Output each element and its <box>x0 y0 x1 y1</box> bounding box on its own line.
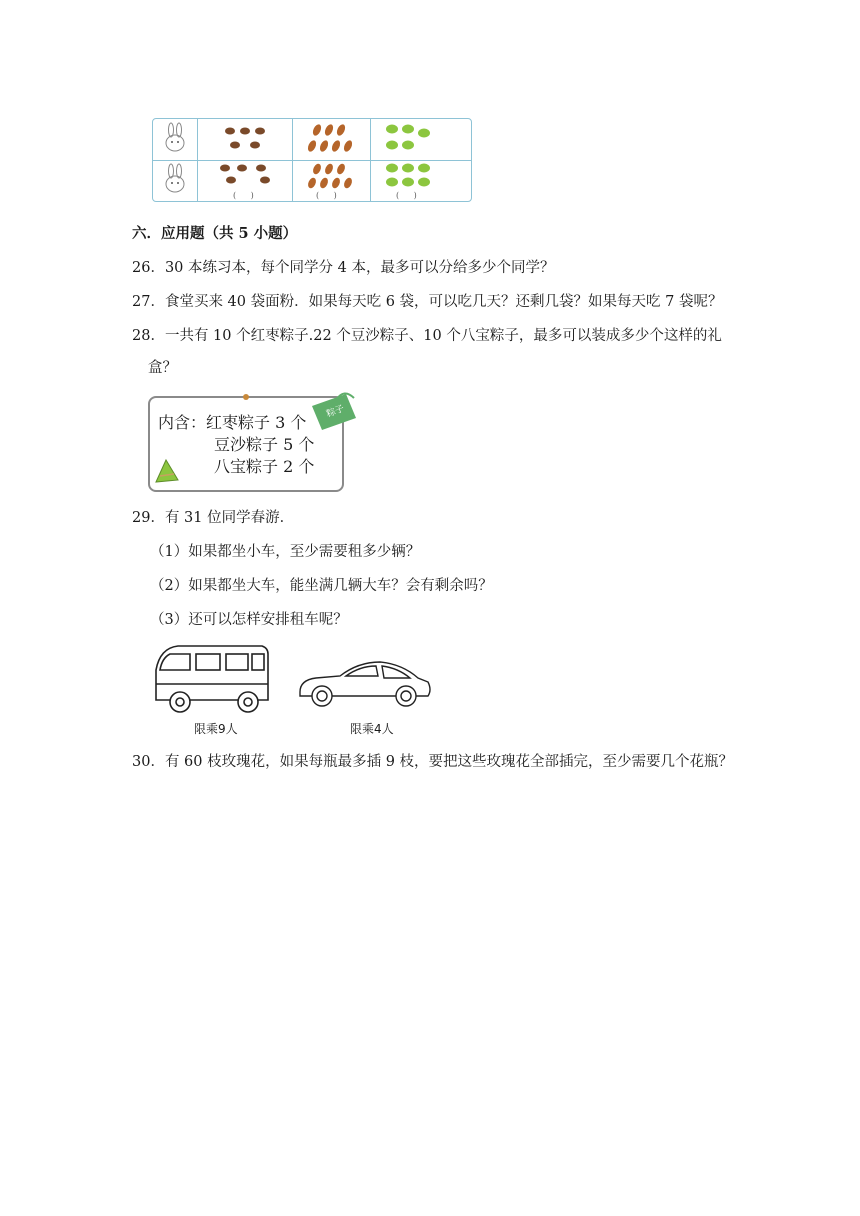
answer-blank: ( ) <box>316 191 343 200</box>
question-29-part-1: （1）如果都坐小车，至少需要租多少辆？ <box>150 544 421 560</box>
beans-group-icon <box>197 119 292 159</box>
rabbit-icon <box>153 119 197 159</box>
question-30: 30．有 60 枝玫瑰花，如果每瓶最多插 9 枝，要把这些玫瑰花全部插完，至少需要几个花瓶？ <box>132 754 734 770</box>
gift-line-2: 豆沙粽子 5 个 <box>214 435 315 454</box>
question-29: 29．有 31 位同学春游． <box>132 510 295 526</box>
beans-cell <box>197 119 293 160</box>
beans-cell <box>197 160 293 201</box>
bowls-cell <box>370 119 471 160</box>
zongzi-tag <box>306 388 362 432</box>
bowls-group-icon <box>370 119 471 159</box>
van-capacity-label: 限乘9人 <box>194 722 238 736</box>
gift-line-3: 八宝粽子 2 个 <box>214 457 315 476</box>
question-28-cont: 盒？ <box>148 360 177 376</box>
question-28: 28．一共有 10 个红枣粽子.22 个豆沙粽子、10 个八宝粽子，最多可以装成多少个这样的礼 <box>132 328 722 344</box>
question-26: 26．30 本练习本，每个同学分 4 本，最多可以分给多少个同学？ <box>132 260 555 276</box>
answer-blank: ( ) <box>396 191 423 200</box>
food-distribution-table <box>152 118 472 202</box>
question-27: 27．食堂买来 40 袋面粉．如果每天吃 6 袋，可以吃几天？还剩几袋？如果每天吃 7 袋呢？ <box>132 294 723 310</box>
bowls-cell <box>370 160 471 201</box>
zongzi-icon <box>152 456 182 486</box>
section-title: 六．应用题（共 5 小题） <box>132 225 298 242</box>
table-row <box>153 160 471 201</box>
car-icon <box>300 662 430 706</box>
question-29-part-3: （3）还可以怎样安排租车呢？ <box>150 612 348 628</box>
car-capacity-label: 限乘4人 <box>350 722 394 736</box>
pin-icon <box>240 391 252 403</box>
vehicles-figure <box>150 640 434 740</box>
gift-line-1: 内含：红枣粽子 3 个 <box>158 413 307 432</box>
van-icon <box>156 646 268 712</box>
rabbit-cell <box>153 160 198 201</box>
rabbit-icon <box>153 160 197 200</box>
rabbit-cell <box>153 119 198 160</box>
tag-label: 粽子 <box>325 404 346 420</box>
peanuts-cell <box>292 119 371 160</box>
peanuts-cell <box>292 160 371 201</box>
answer-blank: ( ) <box>233 191 260 200</box>
table-row <box>153 119 471 161</box>
peanuts-group-icon <box>292 119 370 159</box>
question-29-part-2: （2）如果都坐大车，能坐满几辆大车？会有剩余吗？ <box>150 578 493 594</box>
